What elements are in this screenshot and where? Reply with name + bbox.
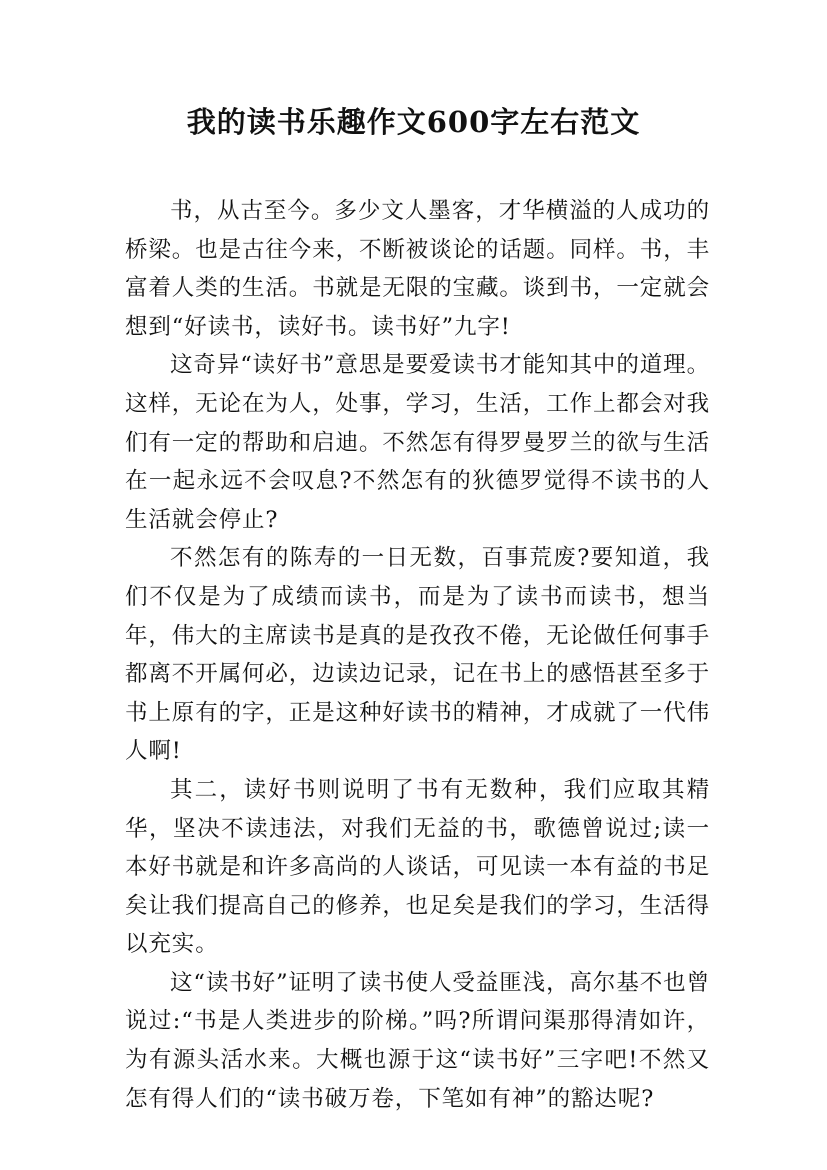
document-body [125,192,710,1118]
paragraph-1: 书，从古至今。多少文人墨客，才华横溢的人成功的桥梁。也是古往今来，不断被谈论的话题。同样。书，丰富着人类的生活。书就是无限的宝藏。谈到书，一定就会想到“好读书，读好书。读书好”九字! [125,198,711,340]
paragraph-2: 这奇异“读好书”意思是要爱读书才能知其中的道理。这样，无论在为人，处事，学习，生活，工作上都会对我们有一定的帮助和启迪。不然怎有得罗曼罗兰的欲与生活在一起永远不会叹息?不然怎有的狄德罗觉得不读书的人生活就会停止? [125,352,711,533]
paragraph-3: 不然怎有的陈寿的一日无数，百事荒废?要知道，我们不仅是为了成绩而读书，而是为了读书而读书，想当年，伟大的主席读书是真的是孜孜不倦，无论做任何事手都离不开属何必，边读边记录，记在书上的感悟甚至多于书上原有的字，正是这种好读书的精神，才成就了一代伟人啊! [125,545,711,765]
paragraph-4: 其二，读好书则说明了书有无数种，我们应取其精华，坚决不读违法，对我们无益的书，歌德曾说过;读一本好书就是和许多高尚的人谈话，可见读一本有益的书足矣让我们提高自己的修养，也足矣是我们的学习，生活得以充实。 [125,776,711,958]
paragraph-5: 这“读书好”证明了读书使人受益匪浅，高尔基不也曾说过:“书是人类进步的阶梯。”吗?所谓问渠那得清如许，为有源头活水来。大概也源于这“读书好”三字吧!不然又怎有得人们的“读书破万卷，下笔如有神”的豁达呢? [125,969,710,1112]
document-title: 我的读书乐趣作文600字左右范文 [186,105,641,139]
